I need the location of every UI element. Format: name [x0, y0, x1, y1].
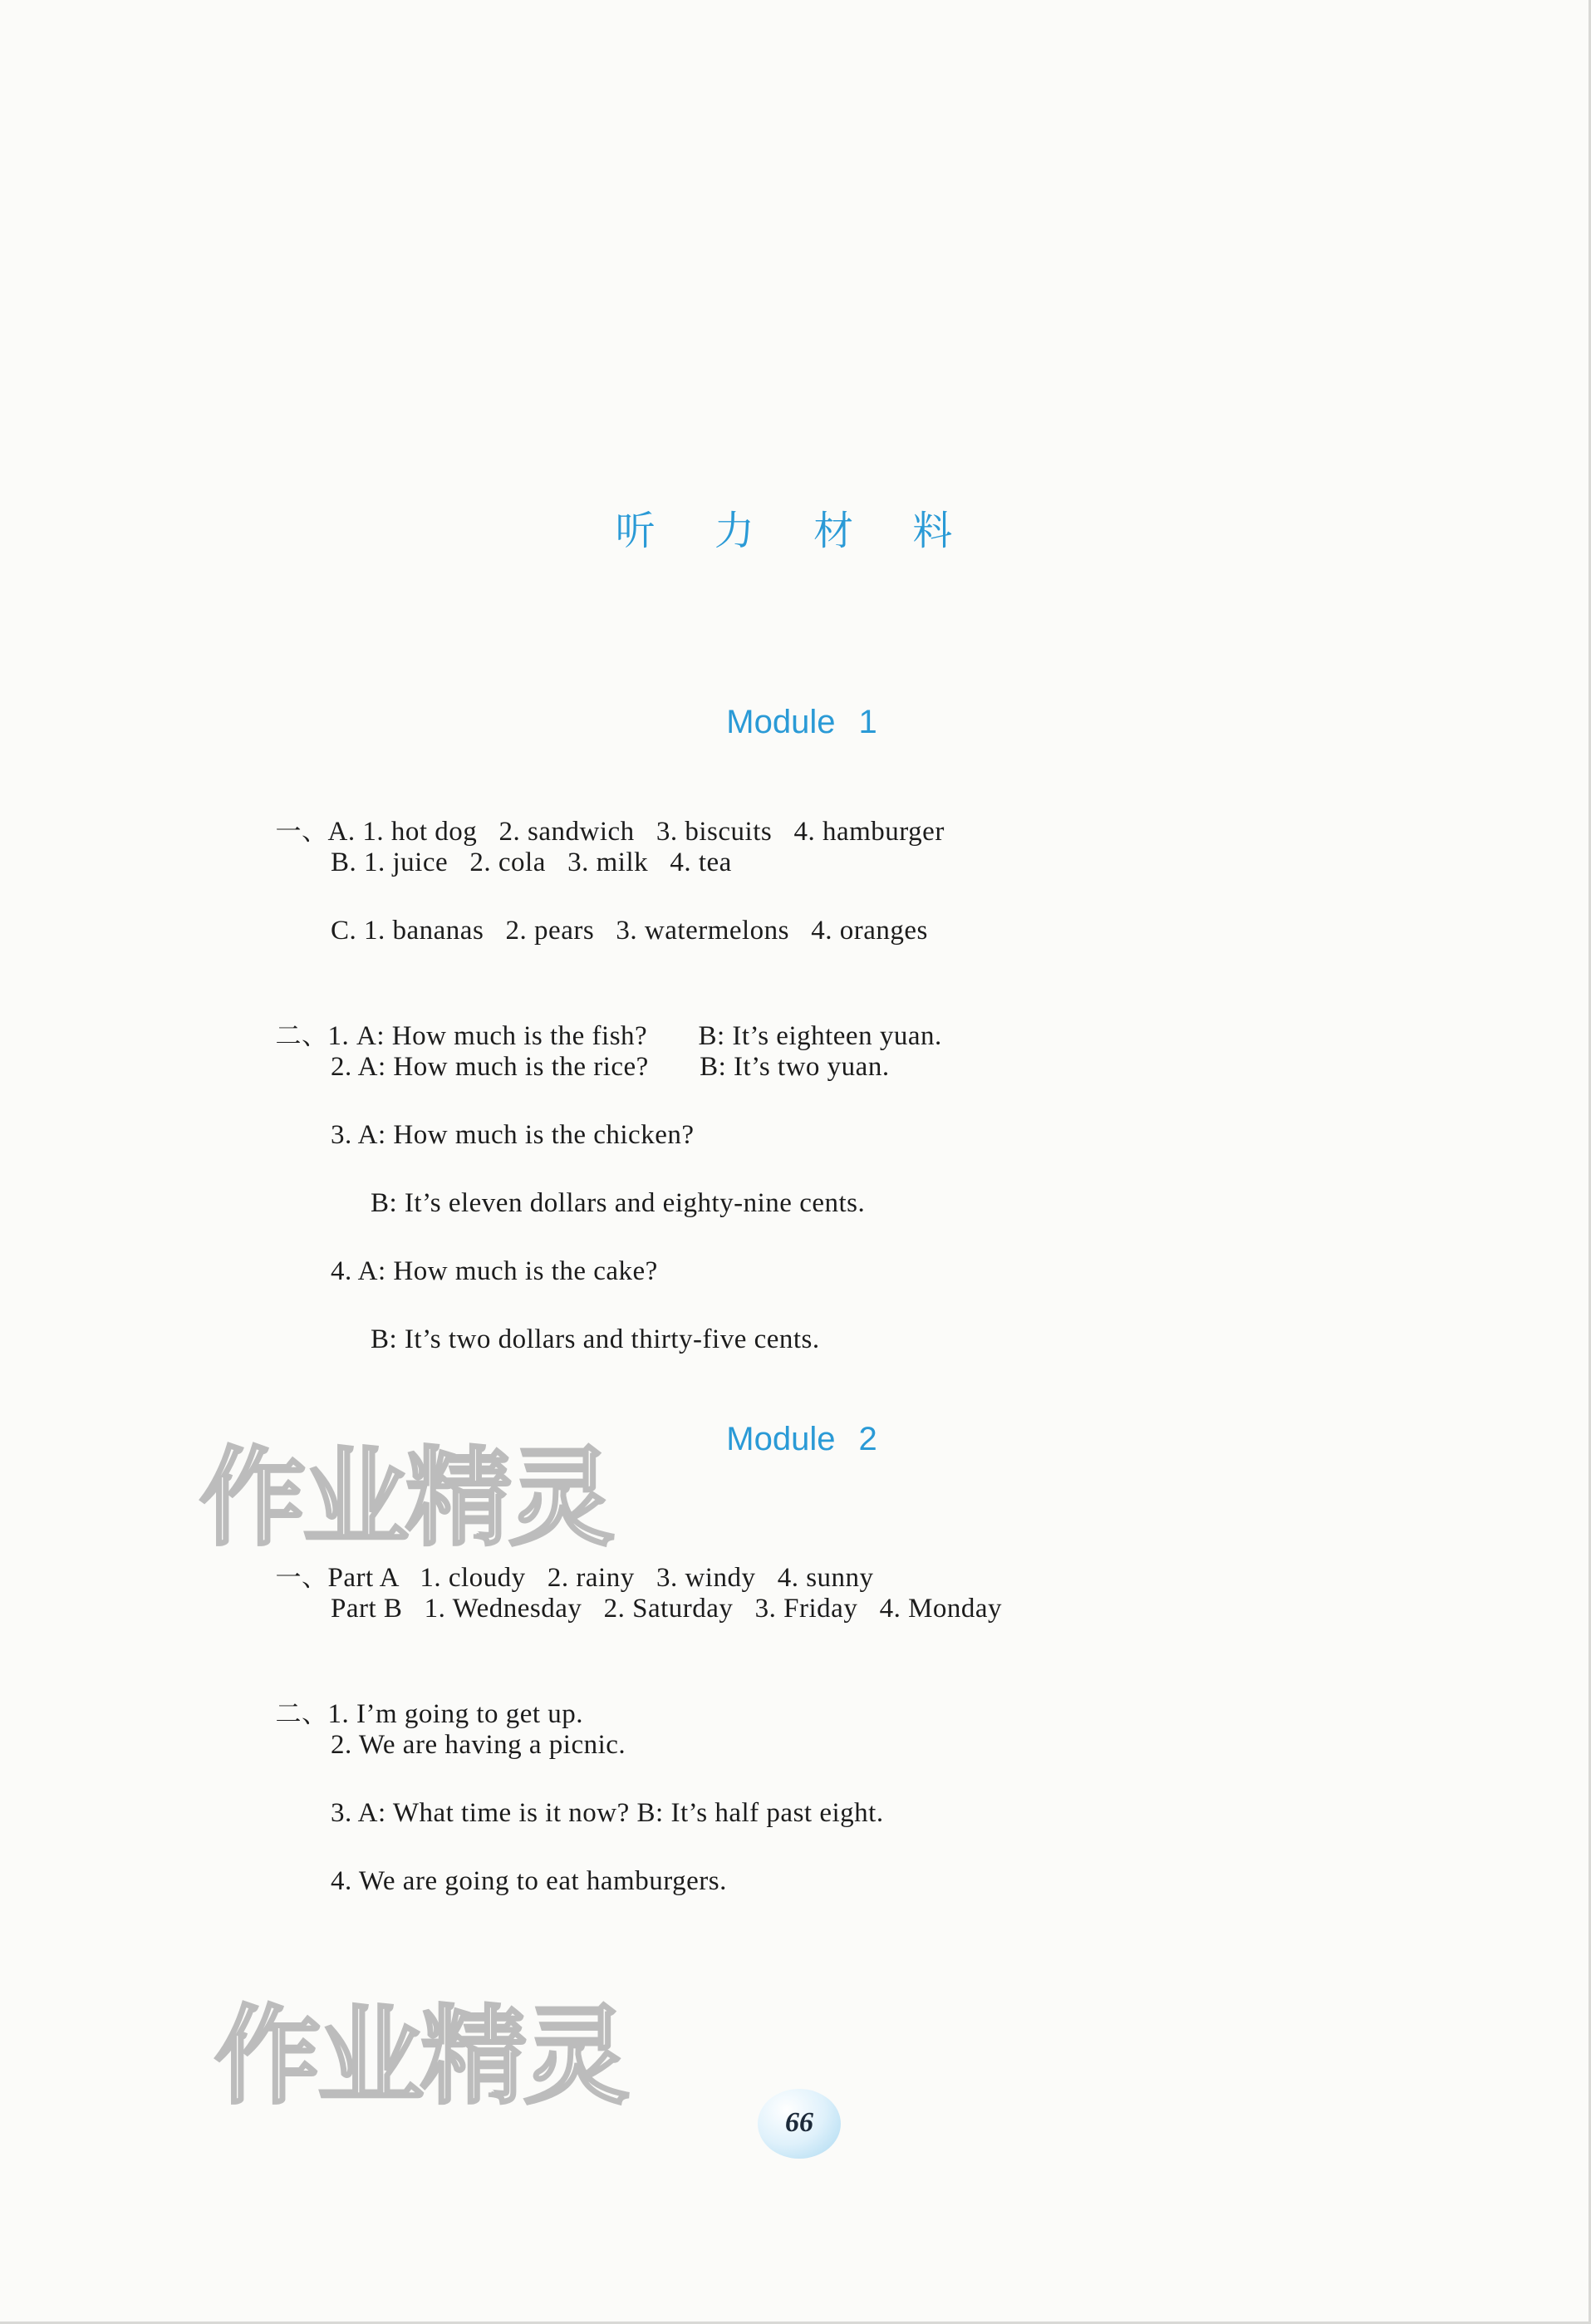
m2-section-1-part-b: Part B 1. Wednesday 2. Saturday 3. Friday 4. Monday [331, 1594, 1003, 1624]
m1-line-text: 1. A: How much is the fish? B: It’s eighteen yuan. [327, 1021, 942, 1051]
module-2-number: 2 [858, 1421, 877, 1457]
section-mark-two: 二、 [275, 1699, 328, 1729]
module-1-number: 1 [858, 704, 877, 740]
m1-section-2-item-4-answer: B: It’s two dollars and thirty-five cents. [371, 1324, 820, 1354]
m1-section-1-row-a [261, 779, 945, 848]
section-mark-two: 二、 [275, 1021, 328, 1051]
section-mark-one: 一、 [275, 1563, 328, 1593]
m2-line-text: 1. I’m going to get up. [327, 1699, 584, 1729]
module-2-word: Module [726, 1421, 836, 1457]
m2-section-2-item-4: 4. We are going to eat hamburgers. [331, 1866, 727, 1896]
page-number: 66 [785, 2107, 813, 2138]
m2-section-2-item-1 [261, 1662, 583, 1730]
m1-section-2-item-1 [261, 984, 942, 1052]
module-1-word: Module [726, 704, 836, 740]
m1-section-1-row-b: B. 1. juice 2. cola 3. milk 4. tea [331, 848, 732, 877]
m2-section-2-item-3: 3. A: What time is it now? B: It’s half past eight. [331, 1798, 884, 1828]
watermark-lower: 作业精灵 [214, 1995, 627, 2119]
m1-section-2-item-4-question: 4. A: How much is the cake? [331, 1256, 658, 1286]
section-mark-one: 一、 [275, 817, 328, 847]
m1-section-1-row-c: C. 1. bananas 2. pears 3. watermelons 4. oranges [331, 916, 928, 946]
m2-line-text: Part A 1. cloudy 2. rainy 3. windy 4. sunny [327, 1563, 874, 1593]
watermark-upper: 作业精灵 [199, 1437, 612, 1560]
m1-section-2-item-2: 2. A: How much is the rice? B: It’s two yuan. [331, 1052, 890, 1082]
m1-section-2-item-3-question: 3. A: How much is the chicken? [331, 1120, 695, 1150]
m1-line-text: A. 1. hot dog 2. sandwich 3. biscuits 4. hamburger [327, 817, 945, 847]
module-1-heading [0, 704, 1591, 741]
m1-section-2-item-3-answer: B: It’s eleven dollars and eighty-nine cents. [371, 1188, 866, 1218]
m2-section-2-item-2: 2. We are having a picnic. [331, 1730, 626, 1760]
page-title: 听 力 材 料 [615, 508, 976, 554]
page-number-badge [749, 2084, 849, 2167]
